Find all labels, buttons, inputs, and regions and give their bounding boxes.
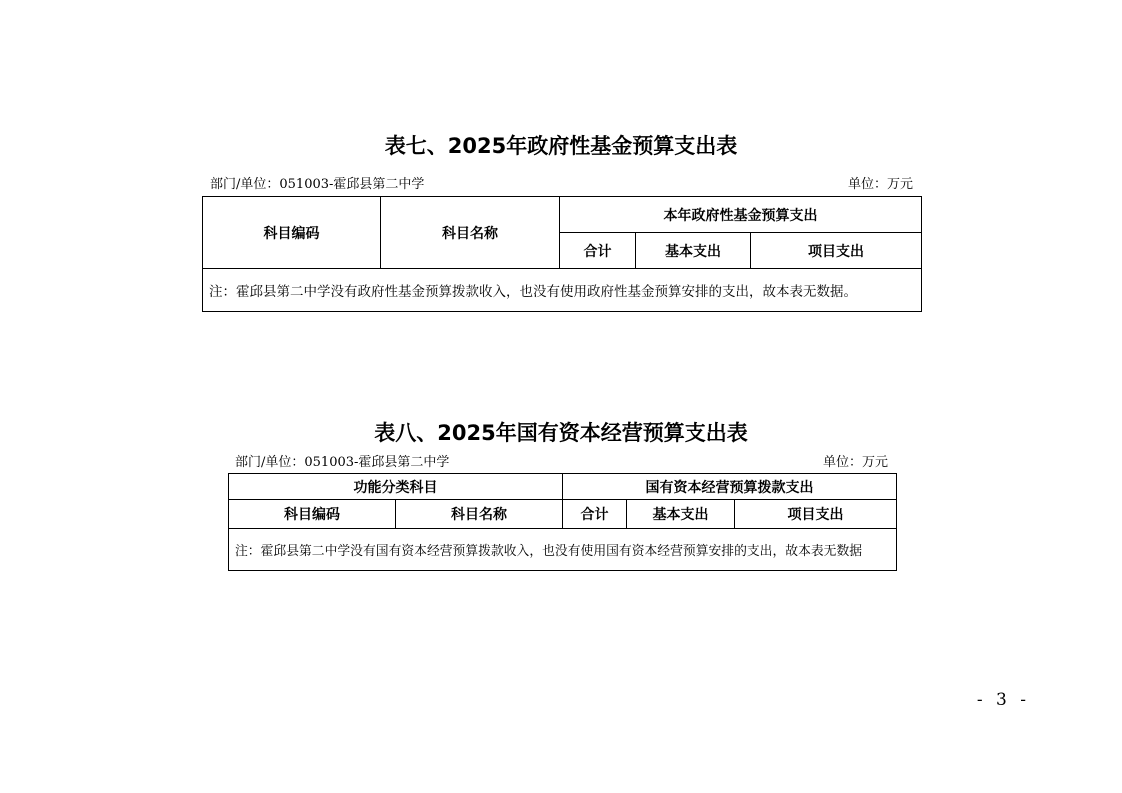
table8-header-project: 项目支出 <box>735 500 897 529</box>
table7-unit: 单位：万元 <box>847 177 913 192</box>
table7-dept: 部门/单位：051003-霍邱县第二中学 <box>210 177 425 192</box>
table7-header-code: 科目编码 <box>203 197 381 269</box>
table8-dept: 部门/单位：051003-霍邱县第二中学 <box>235 455 450 470</box>
table8-header-group: 国有资本经营预算拨款支出 <box>563 474 897 500</box>
table7-header-project: 项目支出 <box>751 233 922 269</box>
table8-header-total: 合计 <box>563 500 627 529</box>
table7-meta <box>210 177 913 193</box>
table8-header-category: 功能分类科目 <box>229 474 563 500</box>
page-number: - 3 - <box>976 690 1030 710</box>
table8 <box>228 473 897 571</box>
table7 <box>202 196 922 312</box>
table8-header-name: 科目名称 <box>396 500 563 529</box>
table8-title: 表八、2025年国有资本经营预算支出表 <box>374 421 748 445</box>
table8-header-code: 科目编码 <box>229 500 396 529</box>
table8-header-basic: 基本支出 <box>627 500 735 529</box>
table7-header-basic: 基本支出 <box>636 233 751 269</box>
table8-meta <box>235 455 888 471</box>
table7-note: 注：霍邱县第二中学没有政府性基金预算拨款收入，也没有使用政府性基金预算安排的支出，故本表无数据。 <box>203 269 922 312</box>
table8-note: 注：霍邱县第二中学没有国有资本经营预算拨款收入，也没有使用国有资本经营预算安排的支出，故本表无数据 <box>229 529 897 571</box>
table7-header-group: 本年政府性基金预算支出 <box>560 197 922 233</box>
table8-unit: 单位：万元 <box>822 455 888 470</box>
table7-header-name: 科目名称 <box>381 197 560 269</box>
table7-header-total: 合计 <box>560 233 636 269</box>
table7-title: 表七、2025年政府性基金预算支出表 <box>384 134 738 158</box>
